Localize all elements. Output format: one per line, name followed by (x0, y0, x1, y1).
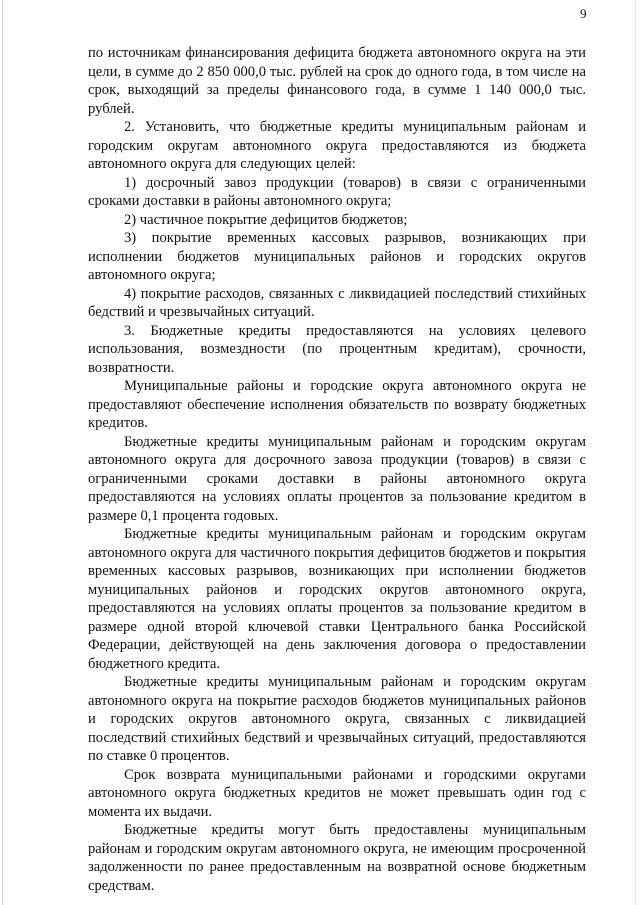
page-number: 9 (580, 6, 587, 21)
paragraph-disaster-rate: Бюджетные кредиты муниципальным районам и городским округам автономного округа на покрытие расходов бюджетов муниципальных районов и городских округов автономного округа, связанных с ликвидацией последствий стихийных бедствий и чрезвычайных ситуаций, предоставляются по ставке 0 процентов. (88, 674, 586, 764)
document-body (88, 44, 586, 895)
scan-edge-right (635, 0, 636, 905)
paragraph-eligibility: Бюджетные кредиты могут быть предоставлены муниципальным районам и городским округам автономного округа, не имеющим просроченной задолженности по ранее предоставленным на возвратной основе бюджетным средствам. (88, 822, 586, 894)
scan-edge-left (2, 0, 3, 905)
paragraph-clause-2: 2. Установить, что бюджетные кредиты муниципальным районам и городским округам автономного округа предоставляются из бюджета автономного округа для следующих целей: (88, 119, 586, 172)
list-item-1: 1) досрочный завоз продукции (товаров) в связи с ограниченными сроками доставки в районы автономного округа; (88, 174, 586, 209)
paragraph-deficit-rate: Бюджетные кредиты муниципальным районам и городским округам автономного округа для частичного покрытия дефицитов бюджетов и покрытия временных кассовых разрывов, возникающих при исполнении бюджетов муниципальных районов и городских округов автономного округа, предоставляются на условиях оплаты процентов за пользование кредитом в размере одной второй ключевой ставки Центрального банка Российской Федерации, действующей на день заключения договора о предоставлении бюджетного кредита. (88, 526, 586, 672)
list-item-3: 3) покрытие временных кассовых разрывов, возникающих при исполнении бюджетов муниципальных районов и городских округов автономного округа; (88, 230, 586, 283)
paragraph-clause-3: 3. Бюджетные кредиты предоставляются на условиях целевого использования, возмездности (по процентным кредитам), срочности, возвратности. (88, 322, 586, 376)
paragraph-financing-sources: по источникам финансирования дефицита бюджета автономного округа на эти цели, в сумме до 2 850 000,0 тыс. рублей на срок до одного года, в том числе на срок, выходящий за пределы финансового года, в сумме 1 140 000,0 тыс. рублей. (88, 45, 586, 117)
list-item-2: 2) частичное покрытие дефицитов бюджетов; (124, 211, 408, 228)
paragraph-no-security: Муниципальные районы и городские округа автономного округа не предоставляют обеспечение исполнения обязательств по возврату бюджетных кредитов. (88, 378, 586, 431)
paragraph-repayment-term: Срок возврата муниципальными районами и городскими округами автономного округа бюджетных кредитов не может превышать один год с момента их выдачи. (88, 766, 586, 820)
paragraph-early-delivery-rate: Бюджетные кредиты муниципальным районам и городским округам автономного округа для досрочного завоза продукции (товаров) в связи с ограниченными сроками доставки в районы автономного округа предоставляются на условиях оплаты процентов за пользование кредитом в размере 0,1 процента годовых. (88, 433, 586, 524)
list-item-4: 4) покрытие расходов, связанных с ликвидацией последствий стихийных бедствий и чрезвычайных ситуаций. (88, 285, 586, 320)
